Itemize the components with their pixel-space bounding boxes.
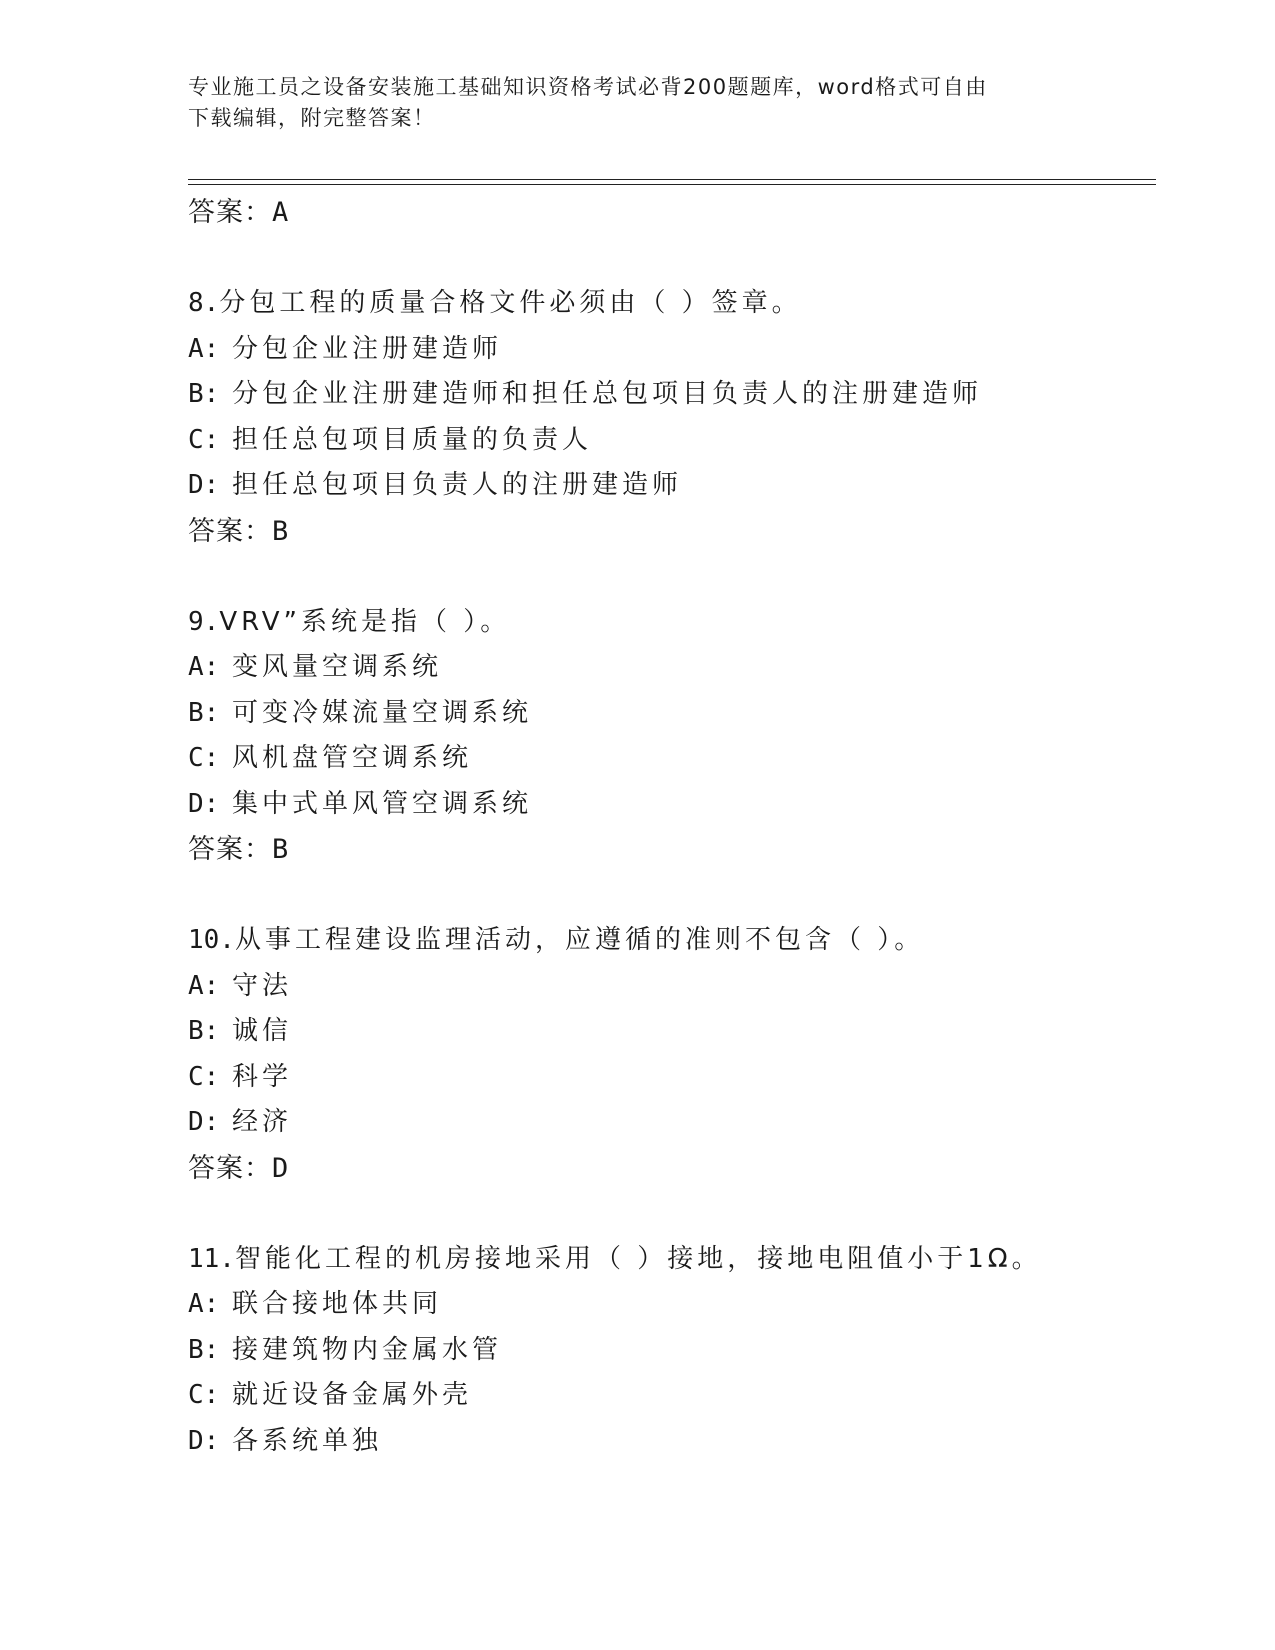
question-stem [188, 1237, 1148, 1283]
option-a [188, 327, 1148, 373]
question-number: 10. [188, 925, 235, 955]
spacer [188, 1191, 1148, 1237]
answer-prefix: 答案： [188, 515, 272, 547]
answer-line [188, 827, 1148, 873]
answer-value: D [272, 1152, 289, 1184]
option-text: 联合接地体共同 [232, 1289, 443, 1319]
option-text: 担任总包项目负责人的注册建造师 [232, 470, 683, 500]
option-b [188, 691, 1148, 737]
spacer [188, 873, 1148, 919]
question-text: VRV”系统是指（ ）。 [219, 606, 511, 637]
question-stem [188, 600, 1148, 646]
question-list [188, 190, 1148, 1464]
option-text: 担任总包项目质量的负责人 [232, 424, 593, 455]
option-label: B: [188, 1016, 220, 1046]
spacer [188, 236, 1148, 282]
answer-line [188, 190, 1148, 236]
option-text: 经济 [232, 1107, 293, 1137]
option-b [188, 1009, 1148, 1055]
option-label: D: [188, 470, 220, 500]
option-c [188, 1373, 1148, 1419]
option-label: D: [188, 788, 220, 819]
option-label: A: [188, 970, 220, 1001]
option-label: C: [188, 1380, 220, 1410]
answer-value: A [272, 197, 289, 228]
question-block [188, 918, 1148, 1191]
question-block [188, 600, 1148, 873]
option-label: B: [188, 697, 220, 728]
option-a [188, 645, 1148, 691]
option-label: B: [188, 1334, 220, 1365]
option-text: 可变冷媒流量空调系统 [232, 697, 533, 728]
option-d [188, 1100, 1148, 1146]
option-d [188, 1419, 1148, 1465]
option-b [188, 1328, 1148, 1374]
question-block [188, 1237, 1148, 1465]
option-text: 就近设备金属外壳 [232, 1380, 473, 1410]
option-c [188, 1055, 1148, 1101]
option-text: 各系统单独 [232, 1425, 383, 1456]
option-label: C: [188, 424, 220, 455]
question-block [188, 281, 1148, 554]
option-label: C: [188, 1061, 220, 1092]
option-label: D: [188, 1425, 220, 1456]
question-number: 9. [188, 606, 220, 637]
option-label: A: [188, 333, 220, 364]
header-line-2: 下载编辑，附完整答案！ [188, 106, 436, 130]
answer-prefix: 答案： [188, 197, 272, 228]
question-text: 智能化工程的机房接地采用（ ）接地，接地电阻值小于1Ω。 [234, 1243, 1042, 1274]
option-text: 变风量空调系统 [232, 652, 443, 682]
answer-value: B [272, 834, 289, 865]
answer-line [188, 509, 1148, 555]
option-label: D: [188, 1107, 220, 1137]
option-text: 分包企业注册建造师和担任总包项目负责人的注册建造师 [232, 379, 983, 409]
option-d [188, 463, 1148, 509]
spacer [188, 554, 1148, 600]
option-d [188, 782, 1148, 828]
header-divider-bottom [188, 184, 1156, 185]
option-label: B: [188, 379, 220, 409]
answer-value: B [272, 515, 289, 547]
option-b [188, 372, 1148, 418]
option-c [188, 418, 1148, 464]
option-text: 诚信 [232, 1016, 293, 1046]
question-stem [188, 281, 1148, 327]
option-text: 接建筑物内金属水管 [232, 1334, 503, 1365]
option-text: 守法 [232, 970, 293, 1001]
document-header [188, 72, 1088, 134]
option-text: 科学 [232, 1061, 293, 1092]
header-line-1: 专业施工员之设备安装施工基础知识资格考试必背200题题库，word格式可自由 [188, 75, 988, 99]
option-c [188, 736, 1148, 782]
question-number: 11. [188, 1243, 235, 1274]
option-text: 风机盘管空调系统 [232, 743, 473, 773]
option-text: 分包企业注册建造师 [232, 333, 503, 364]
option-label: A: [188, 1289, 220, 1319]
option-label: C: [188, 743, 220, 773]
option-a [188, 964, 1148, 1010]
question-number: 8. [188, 288, 220, 318]
option-label: A: [188, 652, 220, 682]
option-a [188, 1282, 1148, 1328]
answer-line [188, 1146, 1148, 1192]
option-text: 集中式单风管空调系统 [232, 788, 533, 819]
header-divider-top [188, 179, 1156, 180]
answer-prefix: 答案： [188, 1152, 272, 1184]
question-text: 分包工程的质量合格文件必须由（ ）签章。 [219, 288, 802, 318]
question-text: 从事工程建设监理活动，应遵循的准则不包含（ ）。 [234, 925, 925, 955]
answer-prefix: 答案： [188, 834, 272, 865]
question-stem [188, 918, 1148, 964]
